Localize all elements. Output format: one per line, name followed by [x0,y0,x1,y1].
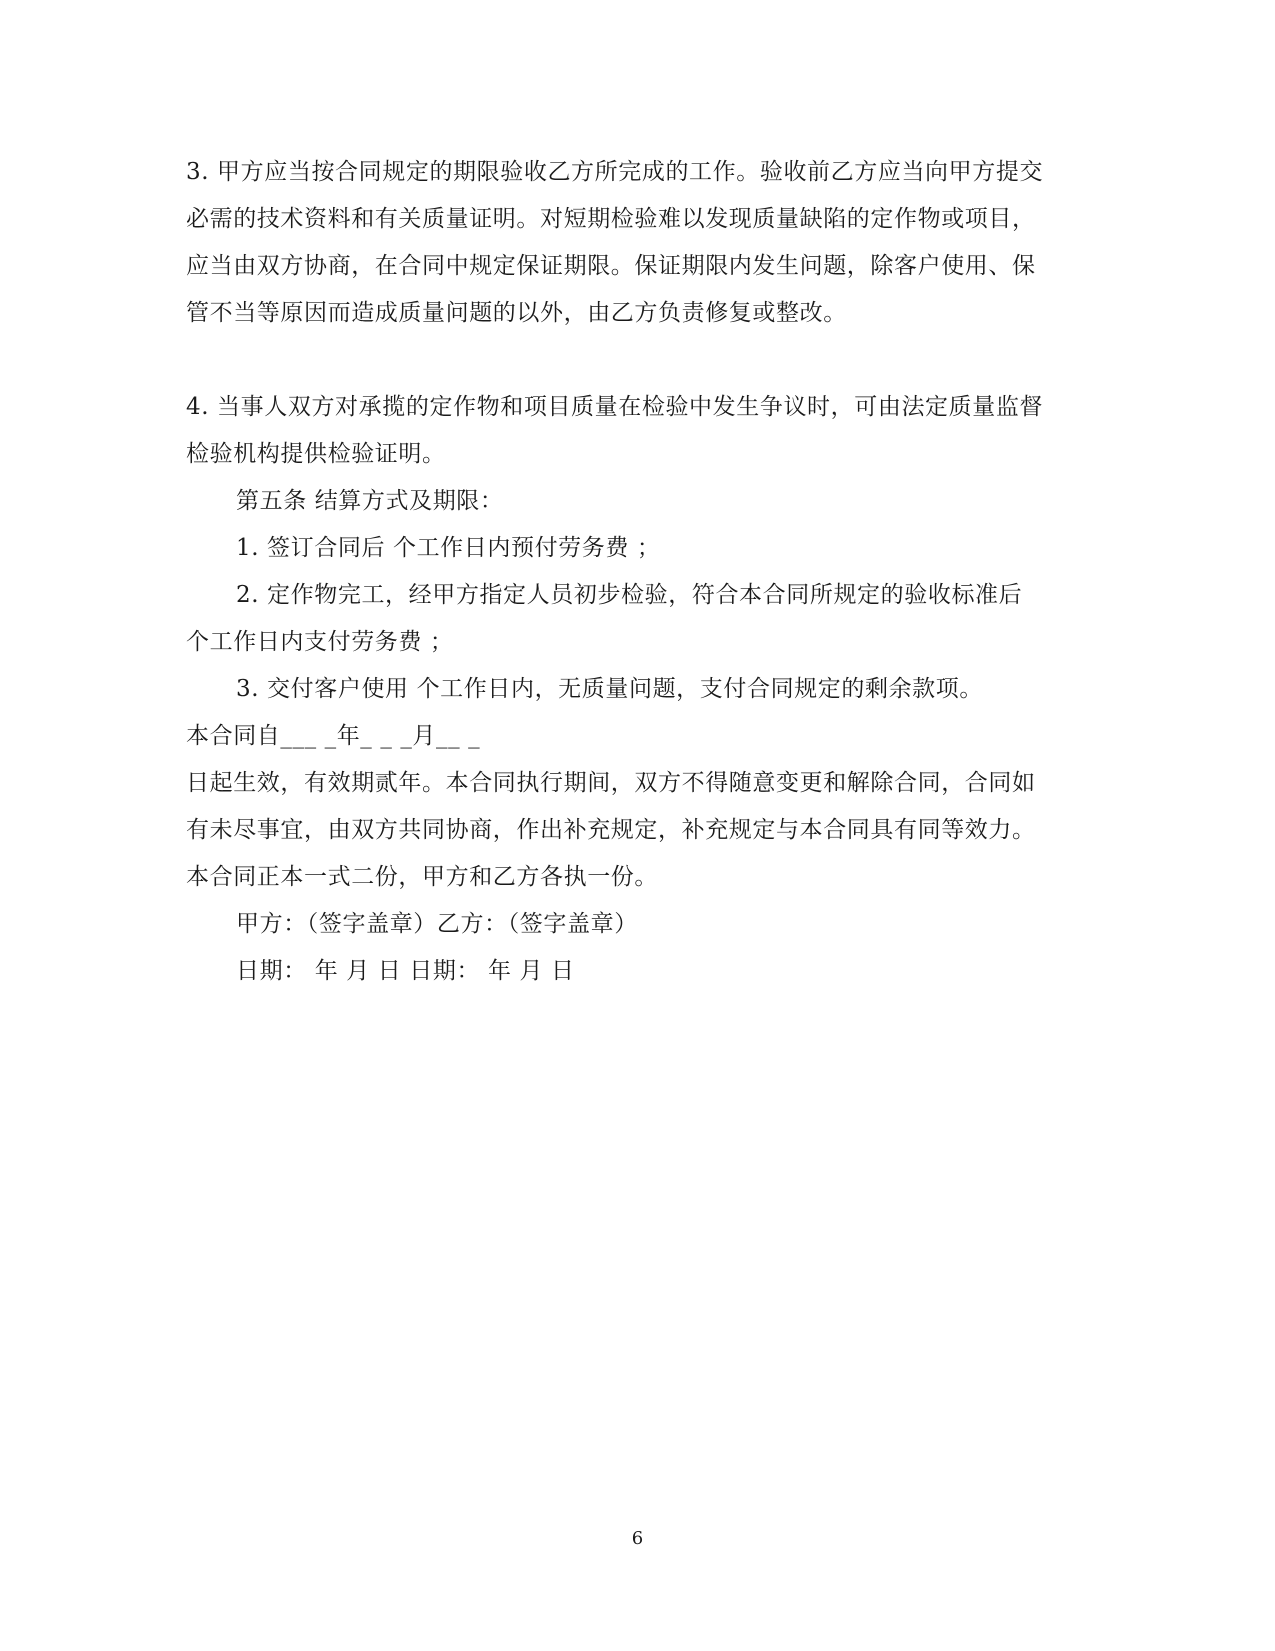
closing-paragraph-line-1: 日起生效，有效期贰年。本合同执行期间，双方不得随意变更和解除合同，合同如 [186,770,1036,796]
article-5-item-2-line-1: 2. 定作物完工，经甲方指定人员初步检验，符合本合同所规定的验收标准后 [236,582,1023,608]
article-5-item-1: 1. 签订合同后 个工作日内预付劳务费 ； [236,535,661,561]
effective-date-line: 本合同自___ _年_ _ _月__ _ [186,723,481,749]
date-line: 日期： 年 月 日 日期： 年 月 日 [236,958,575,984]
article-5-item-3: 3. 交付客户使用 个工作日内，无质量问题，支付合同规定的剩余款项。 [236,676,983,702]
paragraph-3-line-1: 3. 甲方应当按合同规定的期限验收乙方所完成的工作。验收前乙方应当向甲方提交 [186,159,1044,185]
page-number: 6 [631,1528,644,1549]
closing-paragraph-line-3: 本合同正本一式二份，甲方和乙方各执一份。 [186,864,658,890]
paragraph-3-line-4: 管不当等原因而造成质量问题的以外，由乙方负责修复或整改。 [186,300,847,326]
article-5-item-2-line-2: 个工作日内支付劳务费 ； [186,629,454,655]
paragraph-3-line-2: 必需的技术资料和有关质量证明。对短期检验难以发现质量缺陷的定作物或项目， [186,206,1036,232]
paragraph-4-line-1: 4. 当事人双方对承揽的定作物和项目质量在检验中发生争议时，可由法定质量监督 [186,394,1044,420]
article-5-title: 第五条 结算方式及期限： [236,488,504,514]
closing-paragraph-line-2: 有未尽事宜，由双方共同协商，作出补充规定，补充规定与本合同具有同等效力。 [186,817,1036,843]
signature-line: 甲方：（签字盖章）乙方：（签字盖章） [236,911,638,937]
paragraph-3-line-3: 应当由双方协商，在合同中规定保证期限。保证期限内发生问题，除客户使用、保 [186,253,1036,279]
paragraph-4-line-2: 检验机构提供检验证明。 [186,441,446,467]
